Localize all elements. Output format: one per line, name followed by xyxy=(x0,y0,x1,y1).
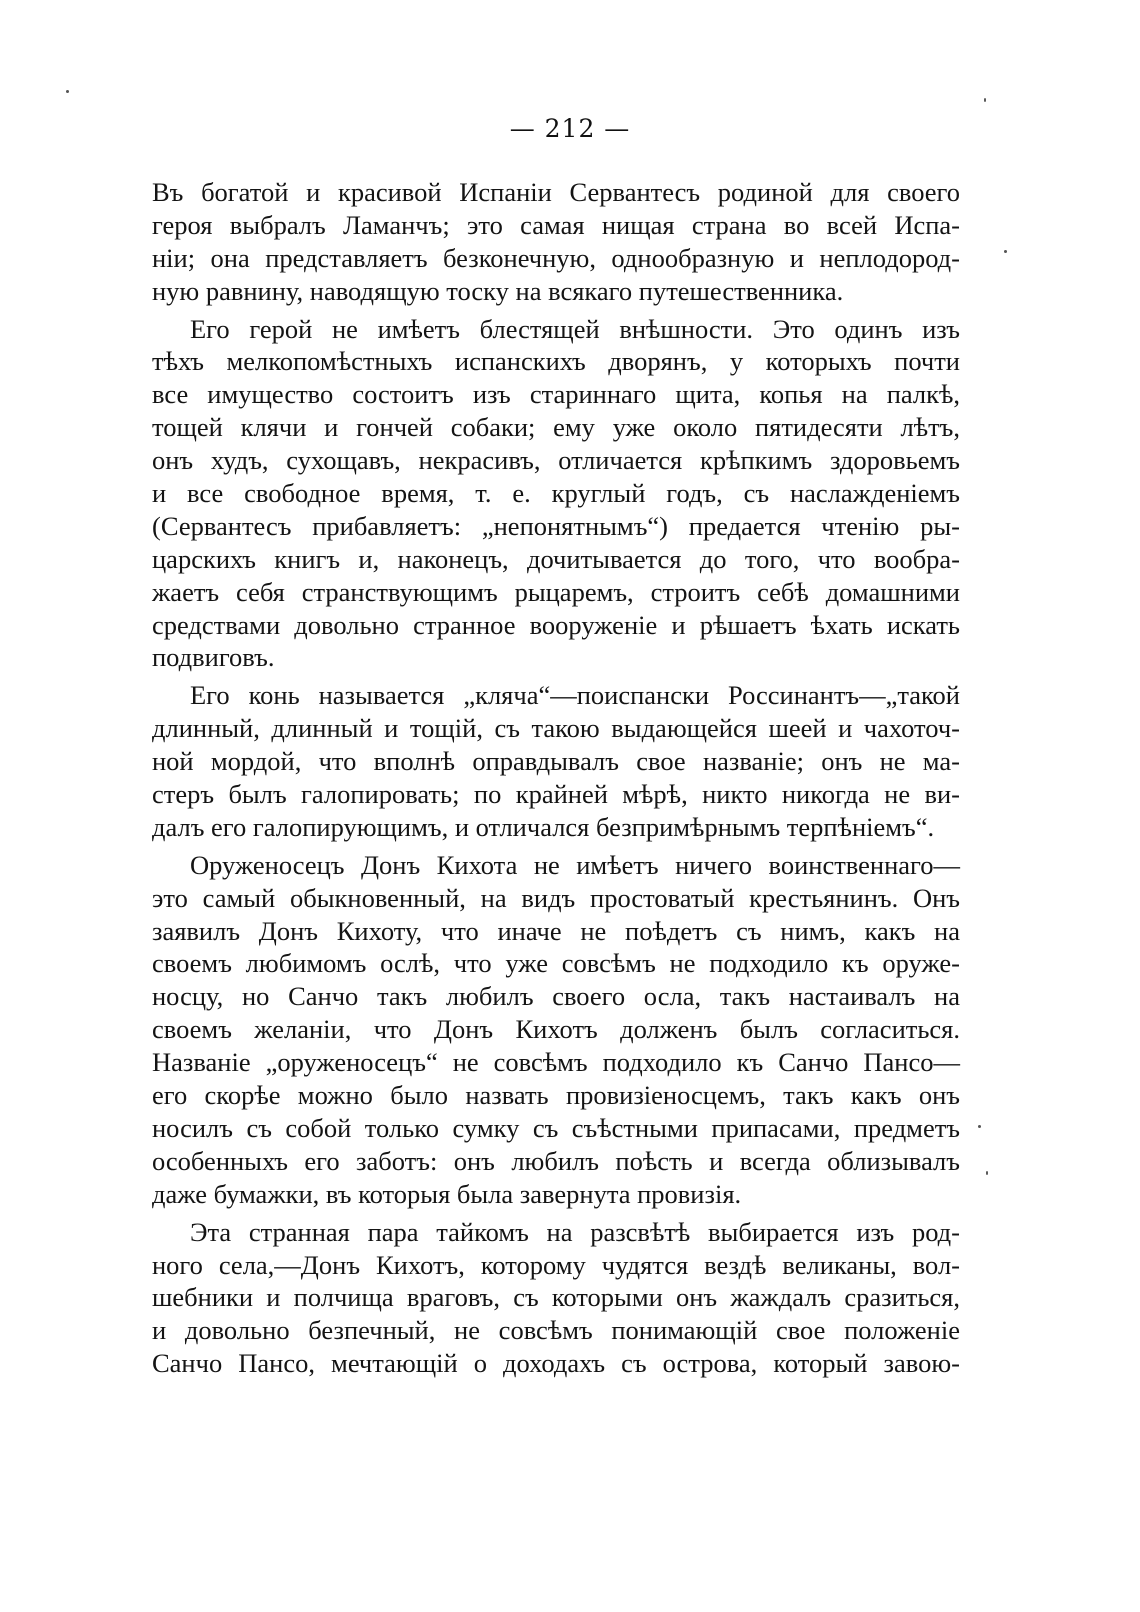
text-line: онъ худъ, сухощавъ, некрасивъ, отличается крѣпкимъ здоровьемъ xyxy=(152,445,960,476)
text-line: и довольно безпечный, не совсѣмъ понимающiй свое положенiе xyxy=(152,1315,960,1346)
text-line: носцу, но Санчо такъ любилъ своего осла, такъ настаивалъ на xyxy=(152,981,960,1012)
scan-speck xyxy=(984,98,986,102)
text-line: средствами довольно странное вооруженiе и рѣшаетъ ѣхать искать xyxy=(152,609,960,640)
text-line: ного села,—Донъ Кихотъ, которому чудятся вездѣ великаны, вол- xyxy=(152,1249,960,1280)
text-line: подвиговъ. xyxy=(152,642,275,673)
text-line: своемъ любимомъ ослѣ, что уже совсѣмъ не подходило къ оруже- xyxy=(152,948,960,979)
text-line: Санчо Пансо, мечтающiй о доходахъ съ острова, который завою- xyxy=(152,1348,960,1379)
text-line: нiи; она представляетъ безконечную, однообразную и неплодород- xyxy=(152,242,960,273)
text-line: стеръ былъ галопировать; по крайней мѣрѣ, никто никогда не ви- xyxy=(152,779,960,810)
text-line: Оруженосецъ Донъ Кихота не имѣетъ ничего воинственнаго— xyxy=(190,849,960,880)
text-line: даже бумажки, въ которыя была завернута провизiя. xyxy=(152,1178,742,1209)
text-line: его скорѣе можно было назвать провизiеносцемъ, такъ какъ онъ xyxy=(152,1080,960,1111)
text-line: Эта странная пара тайкомъ на разсвѣтѣ выбирается изъ род- xyxy=(190,1216,960,1247)
text-line: особенныхъ его заботъ: онъ любилъ поѣсть и всегда облизывалъ xyxy=(152,1145,960,1176)
text-line: заявилъ Донъ Кихоту, что иначе не поѣдетъ съ нимъ, какъ на xyxy=(152,915,960,946)
text-line: героя выбралъ Ламанчъ; это самая нищая страна во всей Испа- xyxy=(152,209,960,240)
text-line: (Сервантесъ прибавляетъ: „непонятнымъ“) предается чтенiю ры- xyxy=(152,510,960,541)
scan-speck xyxy=(66,90,69,93)
text-line: тѣхъ мелкопомѣстныхъ испанскихъ дворянъ, у которыхъ почти xyxy=(152,346,960,377)
text-line: ную равнину, наводящую тоску на всякаго путешественника. xyxy=(152,275,844,306)
text-line: все имущество состоитъ изъ стариннаго щита, копья на палкѣ, xyxy=(152,379,960,410)
text-line: ной мордой, что вполнѣ оправдывалъ свое названiе; онъ не ма- xyxy=(152,746,960,777)
text-line: жаетъ себя странствующимъ рыцаремъ, строитъ себѣ домашними xyxy=(152,576,960,607)
text-line: шебники и полчища враговъ, съ которыми онъ жаждалъ сразиться, xyxy=(152,1282,960,1313)
text-line: это самый обыкновенный, на видъ простоватый крестьянинъ. Онъ xyxy=(152,882,960,913)
text-line: далъ его галопирующимъ, и отличался безпримѣрнымъ терпѣнiемъ“. xyxy=(152,811,935,842)
text-line: своемъ желанiи, что Донъ Кихотъ долженъ былъ согласиться. xyxy=(152,1014,960,1045)
text-line: тощей клячи и гончей собаки; ему уже около пятидесяти лѣтъ, xyxy=(152,412,960,443)
text-line: и все свободное время, т. е. круглый годъ, съ наслажденiемъ xyxy=(152,478,960,509)
scan-speck xyxy=(978,1125,981,1128)
text-line: носилъ съ собой только сумку съ съѣстными припасами, предметъ xyxy=(152,1112,960,1143)
scan-speck xyxy=(1004,250,1007,253)
text-line: длинный, длинный и тощiй, съ такою выдающейся шеей и чахоточ- xyxy=(152,713,960,744)
text-line: Его конь называется „кляча“—поиспански Россинантъ—„такой xyxy=(190,680,960,711)
text-line: Названiе „оруженосецъ“ не совсѣмъ подходило къ Санчо Пансо— xyxy=(152,1047,960,1078)
text-line: царскихъ книгъ и, наконецъ, дочитывается до того, что вообра- xyxy=(152,543,960,574)
body-text xyxy=(152,176,960,1380)
text-line: Въ богатой и красивой Испанiи Сервантесъ родиной для своего xyxy=(152,177,960,207)
scan-speck xyxy=(986,1171,988,1175)
page-number: — 212 — xyxy=(509,114,631,143)
text-line: Его герой не имѣетъ блестящей внѣшности. Это одинъ изъ xyxy=(190,313,960,344)
